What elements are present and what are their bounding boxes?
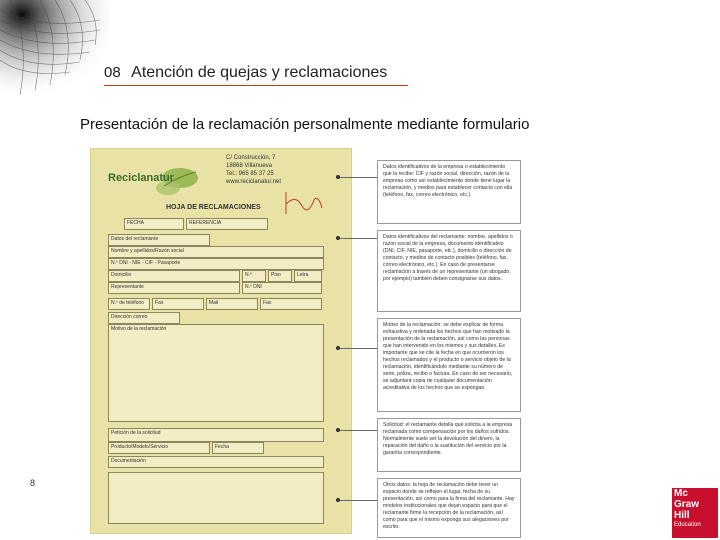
- header-divider: [104, 85, 408, 86]
- callout-dot: [336, 236, 340, 240]
- callout-dot: [336, 346, 340, 350]
- form-address: [226, 154, 346, 186]
- callout-leader: [338, 430, 377, 431]
- callout-text: Datos identificativos de la empresa o establecimiento que la recibe: CIF y razón social, dirección, razón de la empresa como así establecimiento donde tiene lugar la reclamación, y medios para establecer contacto con ella (teléfono, fax, correo electrónico, etc.).: [383, 164, 513, 198]
- form-field-motivo: [108, 324, 324, 422]
- field-label: Fax: [263, 300, 272, 306]
- field-label: Dirección correo: [111, 314, 148, 320]
- field-label: Piso: [271, 272, 281, 278]
- callout-dot: [336, 498, 340, 502]
- complaint-form-image: [90, 148, 352, 534]
- form-field-referencia: [186, 218, 268, 230]
- callout-reclamante: [377, 230, 521, 312]
- callout-dot: [336, 175, 340, 179]
- field-label: Motivo de la reclamación: [111, 326, 167, 332]
- form-field-direccion: [108, 312, 180, 324]
- publisher-logo: [672, 488, 718, 538]
- form-field-fax-2: [260, 298, 322, 310]
- form-logo-text: Reciclanatur: [108, 172, 175, 184]
- callout-leader: [338, 500, 377, 501]
- callout-leader: [338, 177, 377, 178]
- form-field-producto: [108, 442, 210, 454]
- callout-text: Solicitud: el reclamante detalla qué solicita a la empresa reclamada como compensación por los daños sufridos. Normalmente suele ser la devolución del dinero, la reparación del daño o la sustitución del servicio por la garantía correspondiente.: [383, 422, 513, 456]
- field-label: FECHA: [127, 220, 144, 226]
- logo-line: Graw: [674, 499, 700, 510]
- form-field-dni: [108, 258, 324, 270]
- callout-text: Motivo de la reclamación: se debe explicar de forma exhaustiva y ordenada los hechos que han motivado la presentación de la reclamación, así como las personas que han intervenido en los mismos y sus detalles. Es importante que se cite la fecha en que ocurrieron los hechos reclamados y el producto o servicio objeto de la reclamación, identificándolo mediante su número de serie, póliza, recibo o factura. En caso de ser necesario, se adjuntará copia de cualquier documentación acreditativa de los hechos que se expongan.: [383, 322, 513, 391]
- chapter-number: 08: [104, 64, 121, 81]
- form-field-representante: [108, 282, 240, 294]
- field-label: Fecha: [215, 444, 229, 450]
- chapter-title: Atención de quejas y reclamaciones: [131, 64, 388, 81]
- field-label: Fax: [155, 300, 164, 306]
- address-line: Tel.: 965 85 37 25: [226, 171, 274, 177]
- callout-text: Otros datos: la hoja de reclamación debe tener un espacio donde se reflejen el lugar, fecha de su presentación, así como para la firma del reclamante. Hay modelos institucionales que dejan espacio para que el reclamante firme la recepción de la reclamación, así como para que el mismo exponga sus alegaciones por escrito.: [383, 482, 515, 530]
- field-label: N.º DNI: [245, 284, 262, 290]
- callout-dot: [336, 428, 340, 432]
- field-label: Letra: [297, 272, 309, 278]
- form-field-dni-rep: [242, 282, 322, 294]
- chapter-header: [104, 64, 404, 82]
- form-field-domicilio: [108, 270, 240, 282]
- form-title: HOJA DE RECLAMACIONES: [166, 204, 261, 211]
- page-number: 8: [30, 478, 36, 488]
- field-label: N.º DNI - NIE - CIF - Pasaporte: [111, 260, 181, 266]
- form-field-piso: [268, 270, 292, 282]
- form-field-fax: [152, 298, 204, 310]
- corner-decoration: [0, 0, 110, 95]
- callout-leader: [338, 348, 377, 349]
- form-field-datos: [108, 234, 210, 246]
- field-label: Producto/Modelo/Servicio: [111, 444, 168, 450]
- stamp-signature-icon: [282, 188, 326, 218]
- callout-empresa: [377, 160, 521, 224]
- field-label: Nombre y apellidos/Razón social: [111, 248, 184, 254]
- logo-subtext: Education: [674, 522, 701, 528]
- callout-leader: [338, 238, 377, 239]
- logo-line: Mc: [674, 488, 688, 499]
- field-label: Petición de la solicitud: [111, 430, 161, 436]
- slide-subtitle: Presentación de la reclamación personalmente mediante formulario: [80, 116, 530, 133]
- form-field-letra: [294, 270, 322, 282]
- field-label: N.º: [245, 272, 252, 278]
- field-label: Mail: [209, 300, 219, 306]
- form-field-documentacion: [108, 456, 324, 468]
- field-label: N.º de teléfono: [111, 300, 144, 306]
- form-field-firma-area: [108, 472, 324, 524]
- address-line: C/ Construcción, 7: [226, 155, 276, 161]
- field-label: REFERENCIA: [189, 220, 222, 226]
- form-field-peticion: [108, 428, 324, 442]
- callout-solicitud: [377, 418, 521, 472]
- field-label: Documentación: [111, 458, 146, 464]
- form-field-fecha-2: [212, 442, 264, 454]
- callout-otros: [377, 478, 521, 538]
- form-field-numero: [242, 270, 266, 282]
- field-label: Datos del reclamante: [111, 236, 159, 242]
- callout-text: Datos identificativos del reclamante: nombre, apellidos o razón social de la empresa, documento identificativo (DNI, CIF, NIE, pasaporte, etc.), domicilio o dirección de contacto, y medios de contacto posibles (teléfono, fax, correo electrónico, etc.). En caso de presentarse reclamación a través de un representante (un abogado, por ejemplo) también deben consignarse sus datos.: [383, 234, 513, 282]
- form-field-nombre: [108, 246, 324, 258]
- address-line: www.reciclanatur.net: [226, 179, 282, 185]
- form-field-fecha: [124, 218, 184, 230]
- logo-line: Hill: [674, 510, 690, 521]
- field-label: Representante: [111, 284, 144, 290]
- address-line: 18868 Villanueva: [226, 163, 272, 169]
- form-field-mail: [206, 298, 258, 310]
- form-field-telefono: [108, 298, 150, 310]
- callout-motivo: [377, 318, 521, 412]
- field-label: Domicilio: [111, 272, 132, 278]
